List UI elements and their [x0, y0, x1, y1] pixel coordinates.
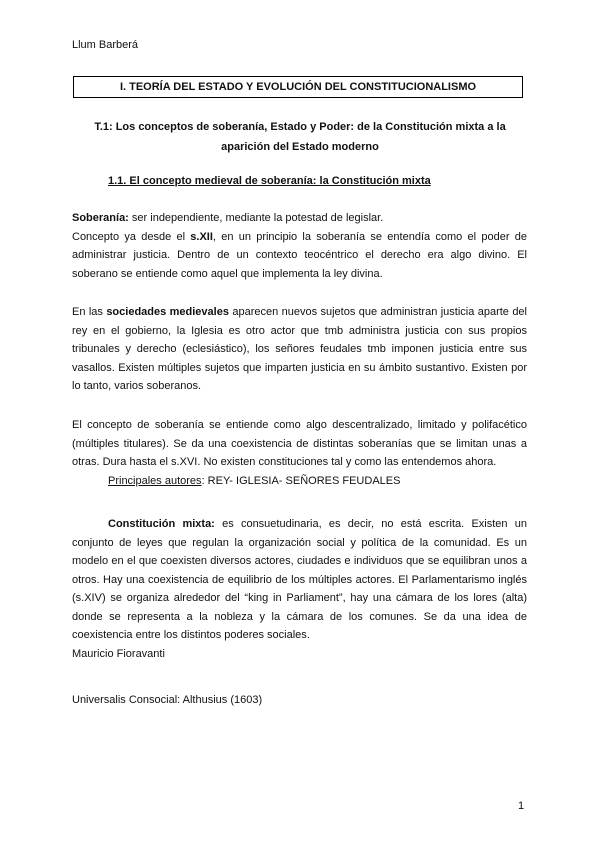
principales-autores-colon: :: [201, 474, 205, 487]
soberania-concept-post: , en un principio la soberanía se entendía como el poder de administrar justicia. Dentro de un contexto teocéntrico el derecho era algo divino. El soberano se entiende como aquel que implementa la ley divina.: [72, 230, 527, 280]
constitucion-label: Constitución mixta:: [108, 518, 215, 530]
header-author: Llum Barberá: [72, 39, 139, 51]
medievales-pre: En las: [72, 306, 107, 318]
page-number: 1: [518, 800, 525, 812]
paragraph-soberania: [72, 209, 527, 283]
medievales-bold: sociedades medievales: [106, 306, 229, 318]
soberania-definition-line: [72, 209, 527, 228]
chapter-title: [73, 76, 523, 98]
soberania-concept-pre: Concepto ya desde el: [72, 230, 191, 243]
chapter-title-text: I. TEORÍA DEL ESTADO Y EVOLUCIÓN DEL CONSTITUCIONALISMO: [119, 81, 477, 93]
constitucion-text: [72, 515, 527, 645]
soberania-label: Soberanía:: [72, 212, 129, 224]
constitucion-author: Mauricio Fioravanti: [72, 647, 165, 660]
paragraph-medievales: [72, 303, 527, 396]
soberania-concept-text: [72, 228, 527, 284]
principales-autores-value: REY- IGLESIA- SEÑORES FEUDALES: [204, 474, 401, 487]
principales-autores-label: Principales autores: [108, 474, 202, 487]
concepto-text: El concepto de soberanía se entiende como algo descentralizado, limitado y polifacético (múltiples titulares). Se da una coexistencia de distintas soberanías que se limitan unas a otras. Dura hasta el s.XVI. No existen constituciones tal y como las entendemos ahora.: [72, 419, 527, 468]
paragraph-universalis: Universalis Consocial: Althusius (1603): [72, 694, 263, 706]
medievales-post: aparecen nuevos sujetos que administran justicia aparte del rey en el gobierno, la Iglesia es otro actor que tmb administra justicia con sus propios tribunales y derecho (eclesiástico), los señores feudales tmb imponen justicia entre sus vasallos. Existen múltiples sujetos que imparten justicia en su ámbito sustantivo. Existen por lo tanto, varios soberanos.: [72, 306, 527, 392]
paragraph-concepto: [72, 416, 527, 490]
constitucion-description: es consuetudinaria, es decir, no está escrita. Existen un conjunto de leyes que regulan la organización social y política de la comunidad. Es un modelo en el que coexisten diversos actores, ciudades e individuos que se equilibran unos a otros. Hay una coexistencia de equilibrio de los múltiples actores. El Parlamentarismo inglés (s.XIV) se organiza alrededor del “king in Parliament”, hay una cámara de los lores (alta) donde se representa a la nobleza y la cámara de los comunes. Se da una idea de coexistencia entre los distintos poderes sociales.: [72, 518, 528, 641]
topic-subtitle: T.1: Los conceptos de soberanía, Estado y Poder: de la Constitución mixta a la aparición del Estado moderno: [94, 121, 506, 153]
soberania-definition: ser independiente, mediante la potestad de legislar.: [128, 212, 384, 224]
principales-autores-line: [72, 472, 527, 491]
section-heading: 1.1. El concepto medieval de soberanía: la Constitución mixta: [108, 175, 431, 187]
soberania-century: s.XII: [190, 230, 213, 243]
paragraph-constitucion-mixta: [72, 515, 527, 663]
